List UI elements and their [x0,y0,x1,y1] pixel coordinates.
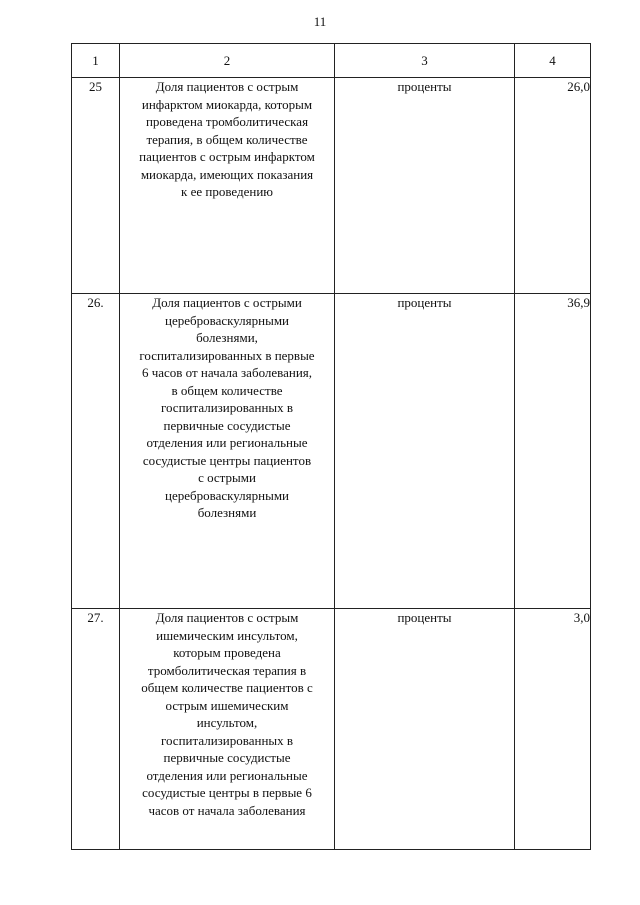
indicator-name-line: тромболитическая терапия в [147,662,307,678]
indicator-table [71,43,591,850]
indicator-name-line: первичные сосудистые [163,417,291,433]
row-number: 25 [72,78,120,294]
row-number: 26. [72,294,120,609]
indicator-name [120,609,335,850]
indicator-name-line: отделения или региональные [146,767,308,783]
indicator-name-line: Доля пациентов с острыми [152,295,302,310]
indicator-name-line: ишемическим инсультом, [156,627,298,643]
indicator-name-line: инсультом, [196,715,258,730]
indicator-name [120,294,335,609]
indicator-name-line: сосудистые центры в первые 6 [142,785,312,800]
table-row [72,609,591,850]
table-row [72,294,591,609]
table-row [72,78,591,294]
indicator-name-line: отделения или региональные [146,435,308,450]
indicator-name-line: проведена тромболитическая [145,114,309,129]
indicator-name-line: госпитализированных в [160,732,294,748]
indicator-name-line: цереброваскулярными [164,487,290,503]
indicator-name-line: с острыми [198,470,256,485]
unit-of-measure: проценты [335,294,515,609]
row-number: 27. [72,609,120,850]
indicator-name-line: острым ишемическим [165,697,289,713]
indicator-name-line: пациентов с острым инфарктом [139,149,315,164]
indicator-name-line: терапия, в общем количестве [146,131,308,147]
indicator-value: 36,9 [515,294,591,609]
indicator-name-line: цереброваскулярными [164,312,290,328]
header-cell-4: 4 [515,44,591,78]
indicator-name-line: миокарда, имеющих показания [140,166,314,182]
header-cell-3: 3 [335,44,515,78]
indicator-name-line: Доля пациентов с острым [155,79,299,94]
indicator-name-line: которым проведена [173,645,281,660]
indicator-value: 3,0 [515,609,591,850]
indicator-value: 26,0 [515,78,591,294]
header-cell-1: 1 [72,44,120,78]
unit-of-measure: проценты [335,78,515,294]
indicator-name-line: госпитализированных в [160,400,294,415]
header-cell-2: 2 [120,44,335,78]
indicator-name-line: госпитализированных в первые [139,347,315,363]
indicator-name-line: инфарктом миокарда, которым [141,96,313,112]
indicator-name-line: первичные сосудистые [163,750,291,765]
indicator-name-line: 6 часов от начала заболевания, [141,365,313,380]
indicator-name-line: Доля пациентов с острым [155,610,299,625]
indicator-name-line: болезнями, [196,330,258,345]
table-header-row [72,44,591,78]
indicator-name-line: часов от начала заболевания [148,802,306,818]
indicator-name [120,78,335,294]
indicator-name-line: к ее проведению [181,184,273,199]
indicator-name-line: сосудистые центры пациентов [142,452,312,468]
indicator-name-line: общем количестве пациентов с [141,680,313,695]
unit-of-measure: проценты [335,609,515,850]
indicator-name-line: болезнями [197,505,257,520]
indicator-name-line: в общем количестве [171,382,283,398]
page-number: 11 [313,14,327,29]
